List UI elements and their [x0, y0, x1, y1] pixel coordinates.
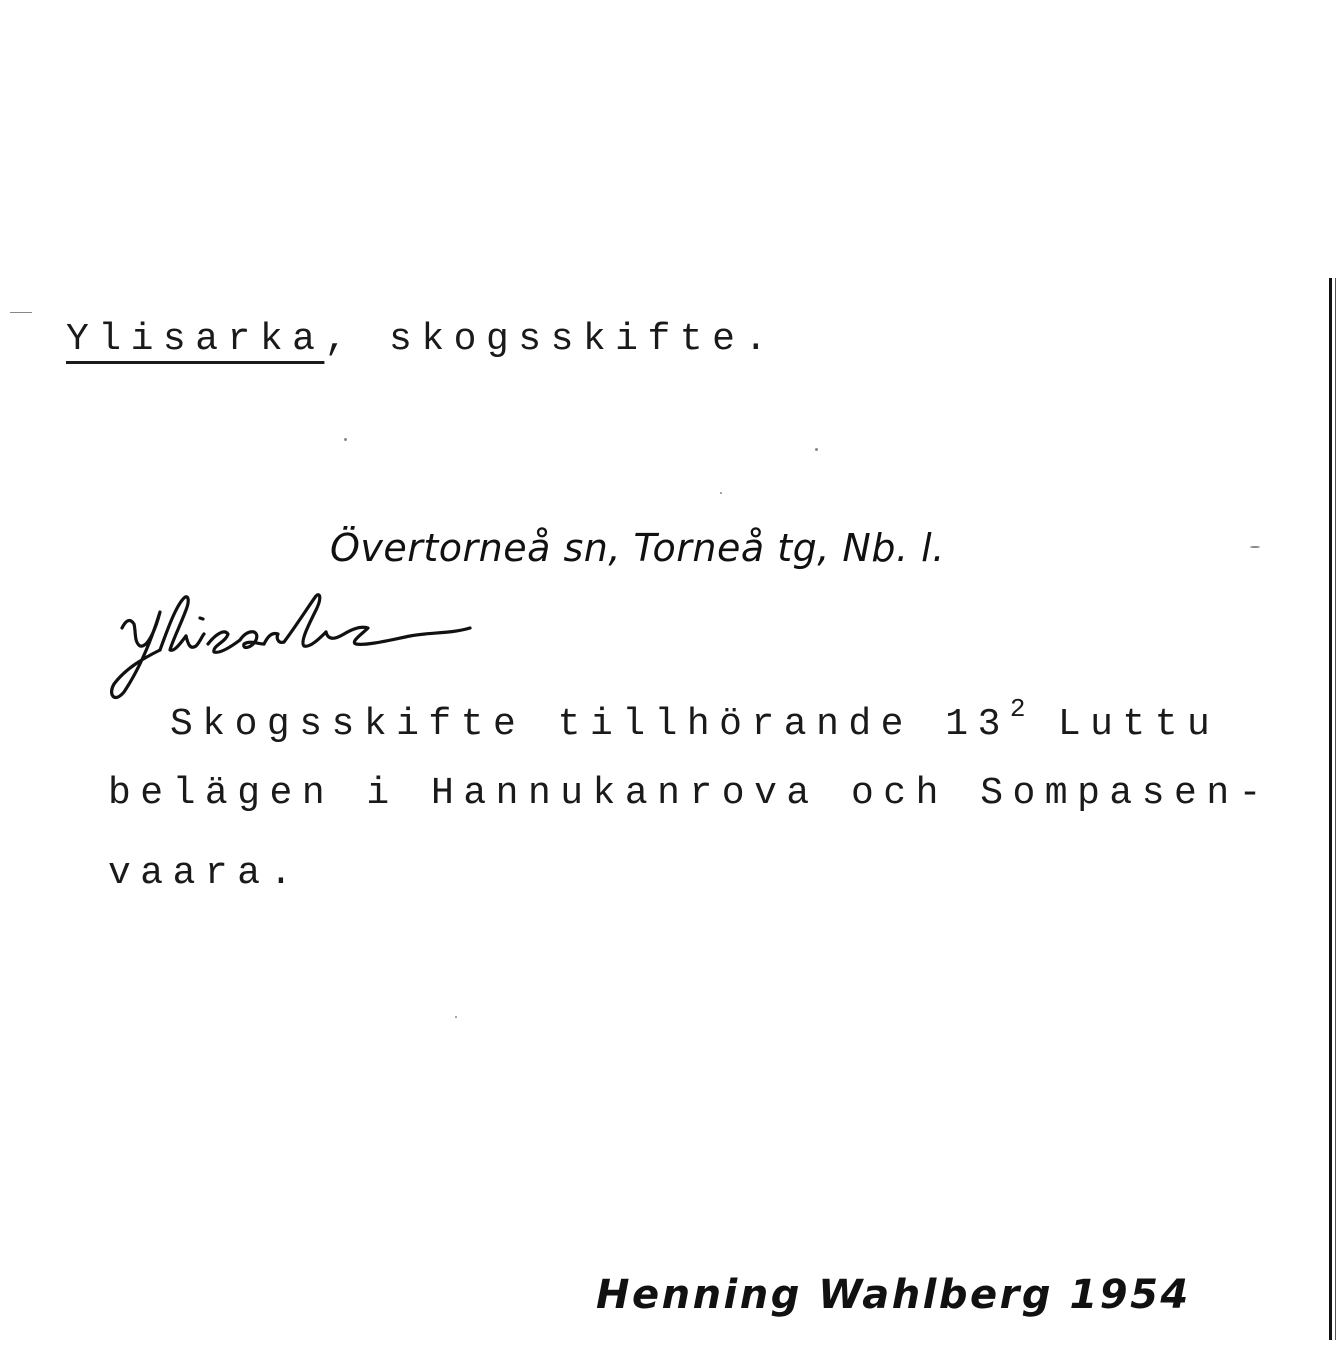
parish-stamp: Övertorneå sn, Torneå tg, Nb. l. — [330, 526, 945, 570]
body-line-2: belägen i Hannukanrova och Sompasen- — [108, 772, 1271, 815]
card-right-edge-shadow — [1335, 278, 1336, 1340]
scan-speck — [815, 448, 818, 451]
scan-speck — [1250, 546, 1260, 548]
card-right-edge — [1329, 278, 1332, 1340]
scan-speck — [720, 492, 722, 494]
scan-speck — [10, 312, 32, 313]
scan-speck — [344, 438, 347, 441]
body-line-3: vaara. — [108, 852, 302, 895]
body-line-1-end: Luttu — [1025, 703, 1220, 746]
body-line-1-text: Skogsskifte tillhörande 13 — [170, 703, 1010, 746]
place-name: Ylisarka — [66, 318, 325, 361]
author-stamp: Henning Wahlberg 1954 — [596, 1272, 1191, 1318]
handwritten-name-signature — [100, 588, 480, 708]
superscript-number: 2 — [1009, 694, 1026, 724]
body-line-1 — [170, 694, 1219, 746]
scan-speck — [455, 1016, 457, 1018]
place-type: , skogsskifte. — [324, 318, 777, 361]
card-heading — [66, 318, 777, 361]
